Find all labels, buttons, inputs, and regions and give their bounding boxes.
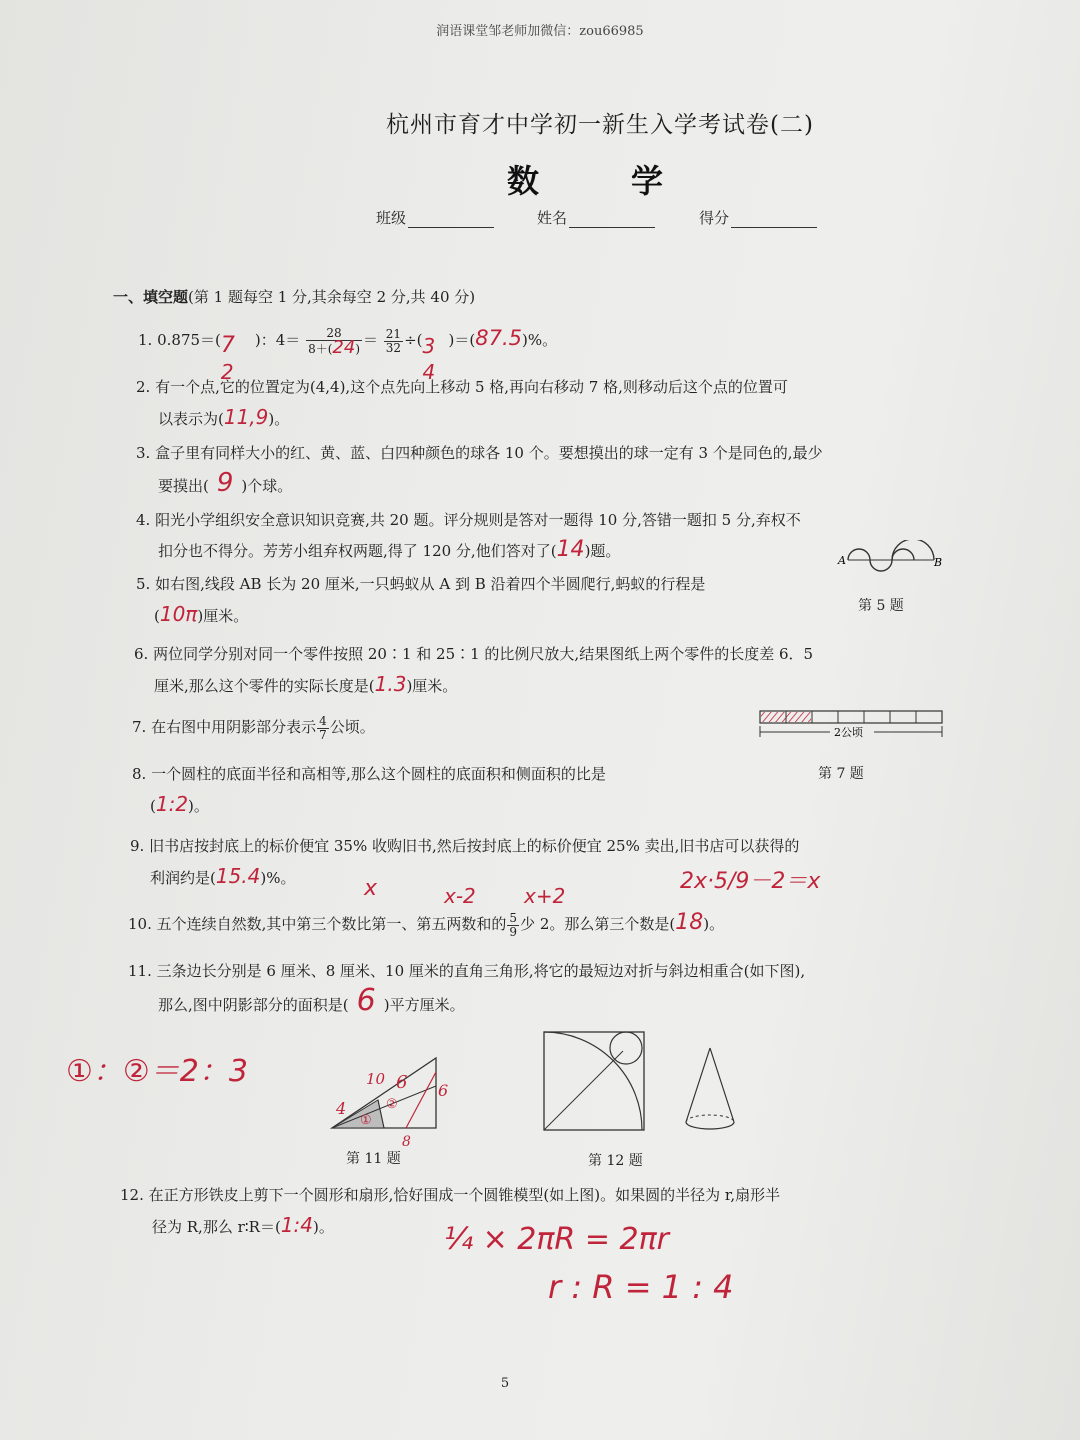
q1-answer-2: 24: [332, 336, 356, 358]
q1-text-d: ÷(: [404, 331, 423, 349]
q7-text-a: 在右图中用阴影部分表示: [151, 718, 317, 736]
q6-line-2b: )厘米。: [406, 677, 458, 695]
q11-region-2: ②: [386, 1097, 398, 1112]
q11-caption: 第 11 题: [346, 1151, 401, 1167]
q9-line-1: 旧书店按封底上的标价便宜 35% 收购旧书,然后按封底上的标价便宜 25% 卖出,旧书店可以获得的: [149, 837, 800, 855]
q4-line-2a: 扣分也不得分。芳芳小组弃权两题,得了 120 分,他们答对了(: [158, 542, 557, 560]
question-number: 10.: [128, 915, 152, 933]
question-number: 12.: [120, 1186, 144, 1204]
class-label: 班级: [376, 209, 407, 227]
q12-line-2b: )。: [313, 1218, 334, 1236]
q10-label-x-minus-2: x-2: [444, 884, 476, 908]
q11-label-10: 10: [366, 1070, 386, 1088]
q1-frac2-numerator: 21: [385, 326, 402, 341]
cone-figure: [680, 1044, 740, 1134]
q3-line-2b: )个球。: [241, 477, 293, 495]
section-note: (第 1 题每空 1 分,其余每空 2 分,共 40 分): [188, 288, 476, 306]
q12-circle: [610, 1032, 642, 1064]
q8-answer: 1:2: [155, 792, 189, 816]
q1-fraction-2: [384, 328, 403, 355]
q11-label-8: 8: [402, 1134, 411, 1150]
q11-handwritten-ratio: ①：②＝2：3: [66, 1054, 248, 1089]
q7-text-b: 公顷。: [329, 718, 375, 736]
class-blank: [408, 213, 494, 228]
q6-line-1: 两位同学分别对同一个零件按照 20∶1 和 25∶1 的比例尺放大,结果图纸上两个零件的长度差 6．5: [153, 645, 814, 663]
q7-caption: 第 7 题: [818, 766, 864, 782]
q3-line-1: 盒子里有同样大小的红、黄、蓝、白四种颜色的球各 10 个。要想摸出的球一定有 3 个是同色的,最少: [155, 444, 823, 462]
q11-label-6b: 6: [438, 1081, 449, 1100]
subject-heading: 数 学: [506, 162, 693, 200]
q7-figure: [756, 706, 946, 740]
question-number: 11.: [128, 962, 152, 980]
question-11: [128, 956, 805, 1020]
q1-frac1-numerator: 28: [306, 327, 362, 341]
q12-handwritten-eq2: r : R = 1 : 4: [548, 1268, 734, 1306]
class-field: [376, 207, 494, 228]
q9-line-2b: )%。: [260, 869, 296, 887]
q7-frac-numerator: 4: [319, 713, 327, 728]
question-4: [136, 505, 801, 566]
q11-label-6a: 6: [396, 1072, 408, 1093]
cone-sides: [686, 1048, 734, 1122]
question-number: 5.: [136, 575, 151, 593]
section-heading: [113, 286, 475, 307]
q6-line-2a: 厘米,那么这个零件的实际长度是(: [154, 677, 375, 695]
q1-answer-3-den: 4: [422, 360, 436, 384]
q10-frac-numerator: 5: [509, 910, 518, 925]
q10-text-a: 五个连续自然数,其中第三个数比第一、第五两数和的: [156, 915, 507, 933]
question-number: 9.: [130, 837, 145, 855]
q1-frac1-close: ): [355, 341, 360, 356]
q1-answer-1-den: 2: [220, 360, 234, 384]
question-number: 3.: [136, 444, 151, 462]
question-7: [132, 712, 375, 742]
q4-line-2b: )题。: [584, 542, 621, 560]
q12-answer: 1:4: [280, 1213, 314, 1237]
question-6: [134, 639, 813, 701]
q7-fraction: [317, 715, 329, 742]
q8-line-2a: (: [150, 797, 156, 815]
q3-answer: 9: [216, 468, 234, 498]
q4-answer: 14: [556, 537, 585, 562]
question-number: 2.: [136, 378, 151, 396]
q11-line-2a: 那么,图中阴影部分的面积是(: [158, 996, 349, 1014]
q11-line-2b: )平方厘米。: [383, 996, 465, 1014]
q11-region-1: ①: [360, 1113, 372, 1128]
q1-text-a: 0.875＝(: [157, 331, 221, 349]
q12-line-2a: 径为 R,那么 r∶R＝(: [152, 1218, 281, 1236]
name-field: [537, 207, 655, 228]
q12-diagonal: [544, 1051, 623, 1130]
q10-label-x-plus-2: x+2: [524, 884, 566, 908]
q2-line-2b: )。: [268, 410, 290, 428]
q10-text-c: )。: [703, 915, 725, 933]
q11-line-1: 三条边长分别是 6 厘米、8 厘米、10 厘米的直角三角形,将它的最短边对折与斜边相重合(如下图),: [156, 962, 806, 980]
q5-line-1: 如右图,线段 AB 长为 20 厘米,一只蚂蚁从 A 到 B 沿着四个半圆爬行,蚂蚁的行程是: [155, 575, 706, 593]
question-10: [128, 908, 724, 939]
cone-base-front: [686, 1122, 734, 1129]
question-number: 4.: [136, 511, 151, 529]
q11-label-4: 4: [336, 1099, 347, 1118]
q11-red-line: [406, 1072, 436, 1128]
q3-line-2a: 要摸出(: [158, 477, 209, 495]
q1-frac2-denominator: 32: [385, 340, 402, 355]
q1-text-b: )：4＝: [254, 331, 301, 349]
q12-handwritten-eq1: ¼ × 2πR = 2πr: [444, 1222, 669, 1257]
exam-title: 杭州市育才中学初一新生入学考试卷(二): [386, 112, 814, 138]
q9-handwritten-equation: 2x·5/9－2＝x: [680, 869, 821, 894]
q10-text-b: 少 2。那么第三个数是(: [520, 915, 676, 933]
q2-line-1: 有一个点,它的位置定为(4,4),这个点先向上移动 5 格,再向右移动 7 格,则移动后这个点的位置可: [155, 378, 788, 396]
question-number: 8.: [132, 765, 147, 783]
q10-answer: 18: [675, 910, 704, 935]
question-5: [136, 569, 705, 631]
question-number: 1.: [138, 331, 153, 349]
q1-answer-4: 87.5: [475, 326, 522, 350]
question-number: 7.: [132, 718, 147, 736]
q1-answer-1-num: 7: [220, 333, 235, 358]
q7-frac-denominator: 7: [319, 727, 327, 742]
q7-measure-label: 2公顷: [834, 726, 863, 739]
q10-frac-denominator: 9: [509, 924, 518, 939]
q5-caption: 第 5 题: [858, 598, 904, 614]
q11-figure: [326, 1050, 456, 1150]
q12-line-1: 在正方形铁皮上剪下一个圆形和扇形,恰好围成一个圆锥模型(如上图)。如果圆的半径为 r,扇形半: [148, 1186, 781, 1204]
q6-answer: 1.3: [374, 672, 407, 696]
q12-caption: 第 12 题: [588, 1153, 643, 1169]
name-blank: [569, 213, 655, 228]
question-8: [132, 759, 606, 821]
q4-line-1: 阳光小学组织安全意识知识竞赛,共 20 题。评分规则是答对一题得 10 分,答错一题扣 5 分,弃权不: [155, 511, 801, 529]
cone-base-back: [686, 1115, 734, 1122]
score-label: 得分: [699, 209, 730, 227]
q5-point-a: A: [838, 554, 846, 567]
q2-answer: 11,9: [223, 405, 269, 429]
q11-triangle: [332, 1058, 436, 1128]
q1-frac1-denominator: 8＋(: [308, 341, 333, 356]
q2-line-2a: 以表示为(: [158, 410, 224, 428]
page-number: 5: [500, 1376, 510, 1391]
q1-text-f: )%。: [521, 331, 558, 349]
q5-line-2a: (: [154, 607, 160, 625]
q9-line-2a: 利润约是(: [150, 869, 216, 887]
name-label: 姓名: [537, 209, 568, 227]
q12-figure: [540, 1028, 650, 1134]
section-title: 一、填空题: [113, 288, 189, 306]
q1-text-e: )＝(: [448, 331, 476, 349]
q5-line-2b: )厘米。: [197, 607, 249, 625]
q1-fraction-1: [306, 327, 362, 356]
q8-line-2b: )。: [188, 797, 209, 815]
q11-answer: 6: [356, 983, 376, 1018]
watermark: 润语课堂邹老师加微信：zou66985: [436, 24, 644, 39]
question-1: [138, 323, 558, 384]
q10-fraction: [507, 912, 519, 939]
q9-answer: 15.4: [215, 864, 261, 888]
q1-text-c: ＝: [363, 331, 379, 349]
question-number: 6.: [134, 645, 149, 663]
score-blank: [731, 213, 817, 228]
score-field: [699, 207, 817, 228]
q5-figure: [836, 540, 946, 580]
question-2: [136, 372, 788, 434]
q10-label-x: x: [364, 876, 378, 901]
question-3: [136, 438, 823, 501]
q5-point-b: B: [934, 556, 943, 569]
q5-answer: 10π: [159, 602, 198, 626]
q8-line-1: 一个圆柱的底面半径和高相等,那么这个圆柱的底面积和侧面积的比是: [151, 765, 606, 783]
q1-answer-3-num: 3: [422, 334, 436, 358]
